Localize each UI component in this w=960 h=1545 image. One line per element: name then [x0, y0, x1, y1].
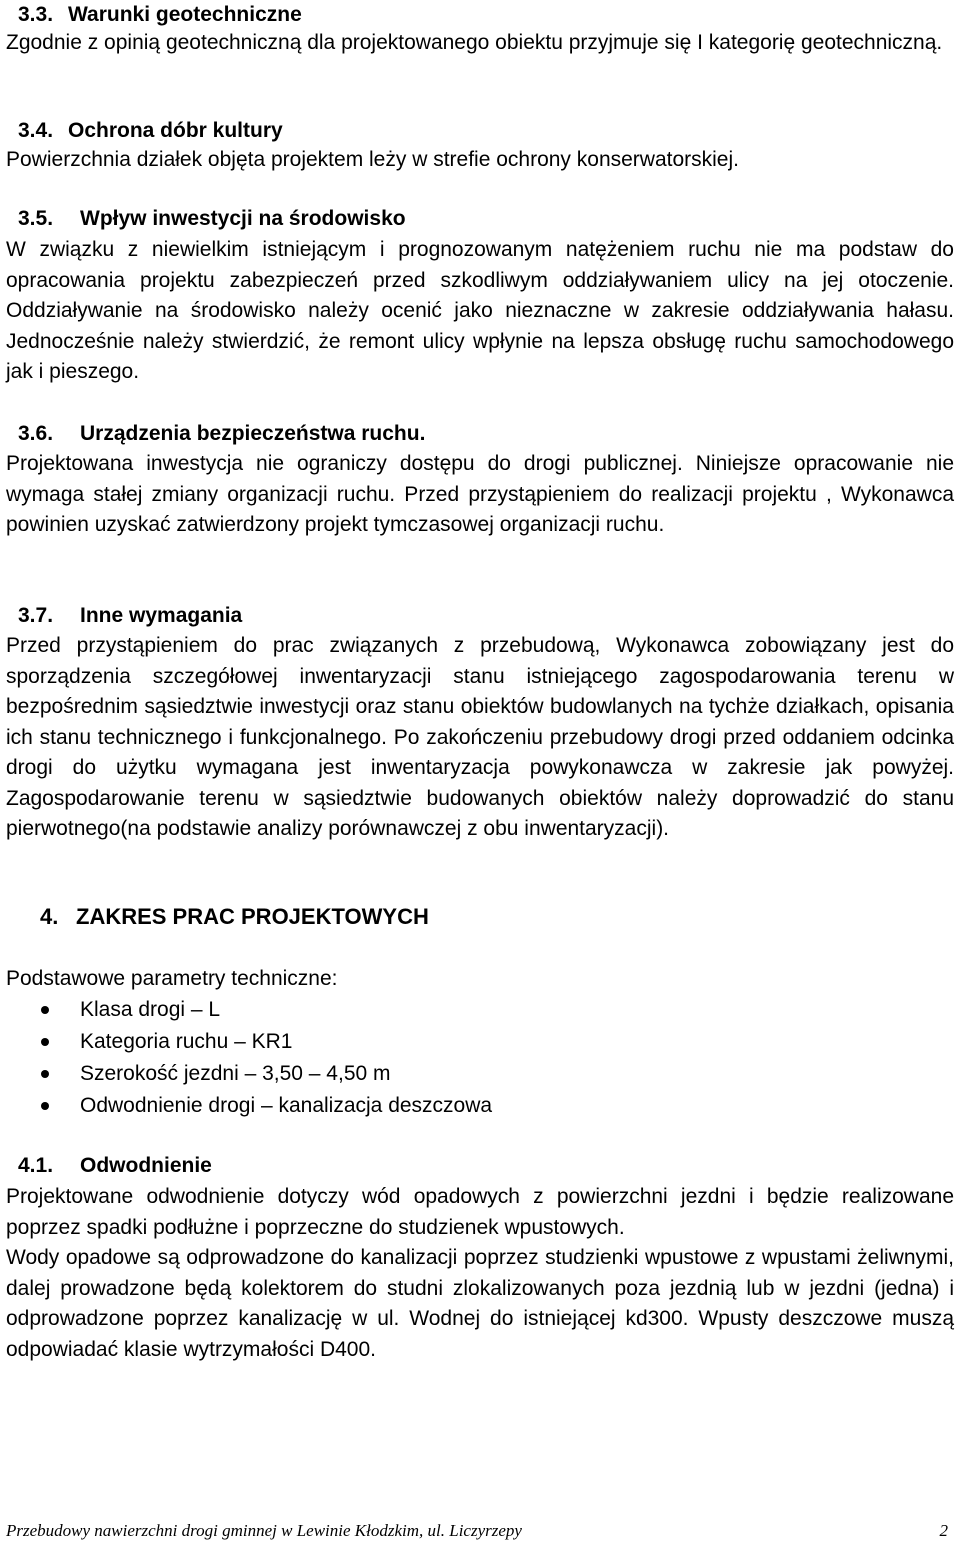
section-body: Projektowana inwestycja nie ograniczy dostępu do drogi publicznej. Niniejsze opracowanie nie wymaga stałej zmiany organizacji ruchu. Przed przystąpieniem do realizacji projektu , Wykonawca powinien uzyskać zatwierdzony projekt tymczasowej organizacji ruchu.	[6, 452, 954, 536]
section-number: 3.5.	[18, 207, 54, 230]
section-title: Odwodnienie	[80, 1154, 212, 1177]
bullet-icon	[41, 1070, 49, 1078]
list-item	[0, 1090, 492, 1122]
footer-title: Przebudowy nawierzchni drogi gminnej w Lewinie Kłodzkim, ul. Liczyrzepy	[6, 1521, 522, 1540]
section-heading	[6, 204, 406, 234]
list-item	[0, 1026, 492, 1058]
list-item-text: Klasa drogi – L	[80, 998, 221, 1021]
params-title: Podstawowe parametry techniczne:	[6, 967, 338, 990]
list-item-text: Kategoria ruchu – KR1	[80, 1030, 293, 1053]
params-list	[0, 994, 492, 1122]
section-heading	[6, 116, 283, 146]
section-heading	[6, 1151, 212, 1181]
section-body: Powierzchnia działek objęta projektem leży w strefie ochrony konserwatorskiej.	[6, 148, 739, 171]
chapter-number: 4.	[40, 904, 59, 929]
chapter-title: ZAKRES PRAC PROJEKTOWYCH	[76, 904, 429, 929]
list-item-text: Szerokość jezdni – 3,50 – 4,50 m	[80, 1062, 391, 1085]
list-item	[0, 994, 492, 1026]
page-footer	[6, 1520, 948, 1542]
bullet-icon	[41, 1038, 49, 1046]
section-body: Wody opadowe są odprowadzone do kanalizacji poprzez studzienki wpustowe z wpustami żeliwnymi, dalej prowadzone będą kolektorem do studni zlokalizowanych poza jezdnią lub w jezdni (jedna) i odprowadzone poprzez kanalizację w ul. Wodnej do istniejącej kd300. Wpusty deszczowe muszą odpowiadać klasie wytrzymałości D400.	[6, 1246, 954, 1361]
list-item	[0, 1058, 492, 1090]
section-number: 4.1.	[18, 1154, 54, 1177]
bullet-icon	[41, 1102, 49, 1110]
list-item-text: Odwodnienie drogi – kanalizacja deszczowa	[80, 1094, 493, 1117]
section-body: W związku z niewielkim istniejącym i prognozowanym natężeniem ruchu nie ma podstaw do opracowania projektu zabezpieczeń przed szkodliwym oddziaływaniem ulicy na jej otoczenie. Oddziaływanie na środowisko należy ocenić jako nieznaczne w zakresie oddziaływania hałasu. Jednocześnie należy stwierdzić, że remont ulicy wpłynie na lepsza obsługę ruchu samochodowego jak i pieszego.	[6, 238, 954, 383]
section-title: Wpływ inwestycji na środowisko	[80, 207, 406, 230]
section-heading	[6, 0, 302, 30]
section-title: Warunki geotechniczne	[68, 3, 302, 26]
section-number: 3.3.	[18, 3, 54, 26]
section-body: Projektowane odwodnienie dotyczy wód opadowych z powierzchni jezdni i będzie realizowane poprzez spadki podłużne i poprzeczne do studzienek wpustowych.	[6, 1185, 954, 1239]
page-number: 2	[939, 1521, 948, 1540]
section-body: Zgodnie z opinią geotechniczną dla projektowanego obiektu przyjmuje się I kategorię geotechniczną.	[6, 31, 943, 54]
section-number: 3.4.	[18, 119, 54, 142]
section-body: Przed przystąpieniem do prac związanych z przebudową, Wykonawca zobowiązany jest do sporządzenia szczegółowej inwentaryzacji stanu istniejącego zagospodarowania terenu w bezpośrednim sąsiedztwie inwestycji oraz stanu obiektów budowlanych na tychże działkach, opisania ich stanu technicznego i funkcjonalnego. Po zakończeniu przebudowy drogi przed oddaniem odcinka drogi do użytku wymagana jest inwentaryzacja powykonawcza w zakresie jak powyżej. Zagospodarowanie terenu w sąsiedztwie budowanych obiektów należy doprowadzić do stanu pierwotnego(na podstawie analizy porównawczej z obu inwentaryzacji).	[6, 634, 954, 840]
chapter-heading	[6, 902, 429, 932]
section-number: 3.7.	[18, 604, 54, 627]
section-title: Inne wymagania	[80, 604, 243, 627]
section-title: Urządzenia bezpieczeństwa ruchu.	[80, 422, 426, 445]
section-number: 3.6.	[18, 422, 54, 445]
section-heading	[6, 419, 425, 449]
bullet-icon	[41, 1006, 49, 1014]
section-title: Ochrona dóbr kultury	[68, 119, 283, 142]
section-heading	[6, 601, 242, 631]
